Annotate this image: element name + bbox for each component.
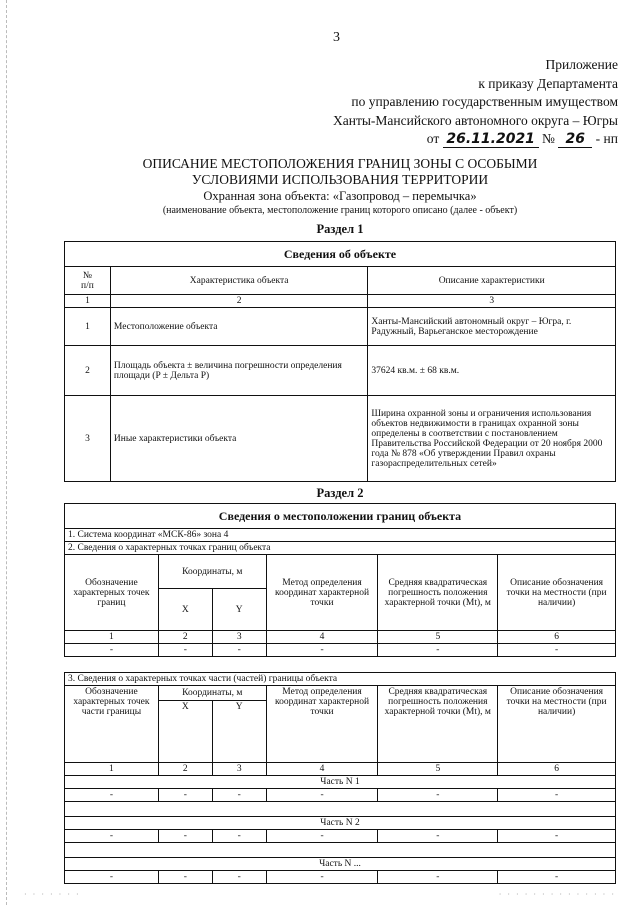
col-number: 5	[378, 763, 498, 776]
col-number: 6	[498, 631, 616, 644]
empty-cell: -	[498, 830, 616, 843]
scan-artifact: · · · · · · ·	[24, 890, 81, 899]
from-label: от	[426, 131, 440, 146]
empty-cell: -	[158, 830, 212, 843]
part-label: Часть N 2	[65, 817, 616, 830]
spacer-row	[65, 802, 616, 817]
number-suffix: - нп	[595, 131, 618, 146]
section1-title: Раздел 1	[316, 222, 364, 236]
col-number: 6	[498, 763, 616, 776]
table-row	[65, 789, 616, 802]
row-description: Ханты-Мансийский автономный округ – Югра, г. Радужный, Варьеганское месторождение	[368, 308, 616, 346]
section2-title: Раздел 2	[316, 486, 364, 500]
spacer-row	[65, 843, 616, 858]
row-num: 1	[65, 308, 111, 346]
col-number: 4	[266, 631, 378, 644]
boundary-parts-table	[64, 672, 616, 884]
header-description: Описание характеристики	[368, 267, 616, 295]
empty-cell: -	[266, 871, 378, 884]
part-label: Часть N 1	[65, 776, 616, 789]
empty-cell: -	[266, 789, 378, 802]
row-characteristic: Иные характеристики объекта	[110, 396, 367, 482]
scan-artifact: · · · · · · · · · · · · · ·	[498, 890, 616, 899]
header-point-description: Описание обозначения точки на местности (при наличии)	[498, 686, 616, 763]
appendix-line2: к приказу Департамента	[478, 75, 618, 91]
col-number: 2	[110, 295, 367, 308]
empty-cell: -	[378, 789, 498, 802]
header-error: Средняя квадратическая погрешность положения характерной точки (Mt), м	[378, 686, 498, 763]
parts-title: 3. Сведения о характерных точках части (частей) границы объекта	[65, 673, 616, 686]
coord-system: 1. Система координат «МСК-86» зона 4	[65, 529, 616, 542]
header-error: Средняя квадратическая погрешность положения характерной точки (Mt), м	[378, 555, 498, 631]
empty-cell: -	[378, 830, 498, 843]
part-label: Часть N ...	[65, 858, 616, 871]
table-row	[65, 346, 616, 396]
table-row	[65, 396, 616, 482]
row-description: Ширина охранной зоны и ограничения использования объектов недвижимости в границах охранной зоны определены в соответствии с постановлением Правительства Российской Федерации от 20 ноября 2000 года № 878 «Об утверждении Правил охраны газораспределительных сетей»	[368, 396, 616, 482]
empty-cell: -	[378, 644, 498, 657]
appendix-block	[258, 56, 618, 149]
col-number: 1	[65, 295, 111, 308]
header-x: X	[158, 701, 212, 763]
empty-cell: -	[212, 644, 266, 657]
table-row	[65, 644, 616, 657]
empty-cell: -	[266, 830, 378, 843]
header-y: Y	[212, 589, 266, 631]
col-number: 1	[65, 763, 159, 776]
header-num: № п/п	[65, 267, 111, 295]
header-y: Y	[212, 701, 266, 763]
col-number: 3	[212, 631, 266, 644]
header-designation: Обозначение характерных точек части границы	[65, 686, 159, 763]
table2-caption: Сведения о местоположении границ объекта	[65, 504, 616, 529]
table-row	[65, 830, 616, 843]
col-number: 5	[378, 631, 498, 644]
title-line1: ОПИСАНИЕ МЕСТОПОЛОЖЕНИЯ ГРАНИЦ ЗОНЫ С ОСОБЫМИ	[142, 156, 538, 171]
table-row	[65, 871, 616, 884]
empty-cell: -	[158, 789, 212, 802]
handwritten-number: 26	[558, 132, 592, 148]
header-coords: Координаты, м	[158, 686, 266, 701]
header-method: Метод определения координат характерной точки	[266, 686, 378, 763]
row-characteristic: Местоположение объекта	[110, 308, 367, 346]
col-number: 3	[368, 295, 616, 308]
appendix-line3: по управлению государственным имуществом	[351, 94, 618, 109]
table1-caption: Сведения об объекте	[65, 242, 616, 267]
appendix-line1: Приложение	[545, 57, 618, 72]
title-line2: УСЛОВИЯМИ ИСПОЛЬЗОВАНИЯ ТЕРРИТОРИИ	[191, 172, 489, 187]
empty-cell: -	[212, 871, 266, 884]
handwritten-date: 26.11.2021	[443, 132, 539, 148]
empty-cell: -	[65, 789, 159, 802]
empty-cell: -	[266, 644, 378, 657]
empty-cell: -	[498, 789, 616, 802]
header-point-description: Описание обозначения точки на местности (при наличии)	[498, 555, 616, 631]
col-number: 3	[212, 763, 266, 776]
empty-cell: -	[498, 644, 616, 657]
object-info-table	[64, 241, 616, 482]
empty-cell: -	[212, 830, 266, 843]
points-title: 2. Сведения о характерных точках границ объекта	[65, 542, 616, 555]
empty-cell: -	[378, 871, 498, 884]
header-coords: Координаты, м	[158, 555, 266, 589]
table-row	[65, 308, 616, 346]
zone-subtitle: Охранная зона объекта: «Газопровод – перемычка»	[203, 189, 477, 203]
number-label: №	[542, 131, 555, 146]
empty-cell: -	[65, 644, 159, 657]
order-date-line	[258, 130, 618, 149]
empty-cell: -	[65, 830, 159, 843]
empty-cell: -	[158, 871, 212, 884]
col-number: 2	[158, 631, 212, 644]
row-num: 2	[65, 346, 111, 396]
col-number: 2	[158, 763, 212, 776]
header-method: Метод определения координат характерной точки	[266, 555, 378, 631]
scan-margin-line	[6, 0, 7, 905]
appendix-line4: Ханты-Мансийского автономного округа – Югры	[333, 112, 618, 128]
row-description: 37624 кв.м. ± 68 кв.м.	[368, 346, 616, 396]
document-title	[40, 156, 640, 188]
header-characteristic: Характеристика объекта	[110, 267, 367, 295]
row-characteristic: Площадь объекта ± величина погрешности определения площади (P ± Дельта P)	[110, 346, 367, 396]
header-designation: Обозначение характерных точек границ	[65, 555, 159, 631]
row-num: 3	[65, 396, 111, 482]
boundary-location-table	[64, 503, 616, 657]
empty-cell: -	[498, 871, 616, 884]
zone-note: (наименование объекта, местоположение границ которого описано (далее - объект)	[162, 205, 518, 216]
page-number: 3	[333, 30, 340, 45]
col-number: 1	[65, 631, 159, 644]
col-number: 4	[266, 763, 378, 776]
empty-cell: -	[212, 789, 266, 802]
empty-cell: -	[65, 871, 159, 884]
header-x: X	[158, 589, 212, 631]
empty-cell: -	[158, 644, 212, 657]
